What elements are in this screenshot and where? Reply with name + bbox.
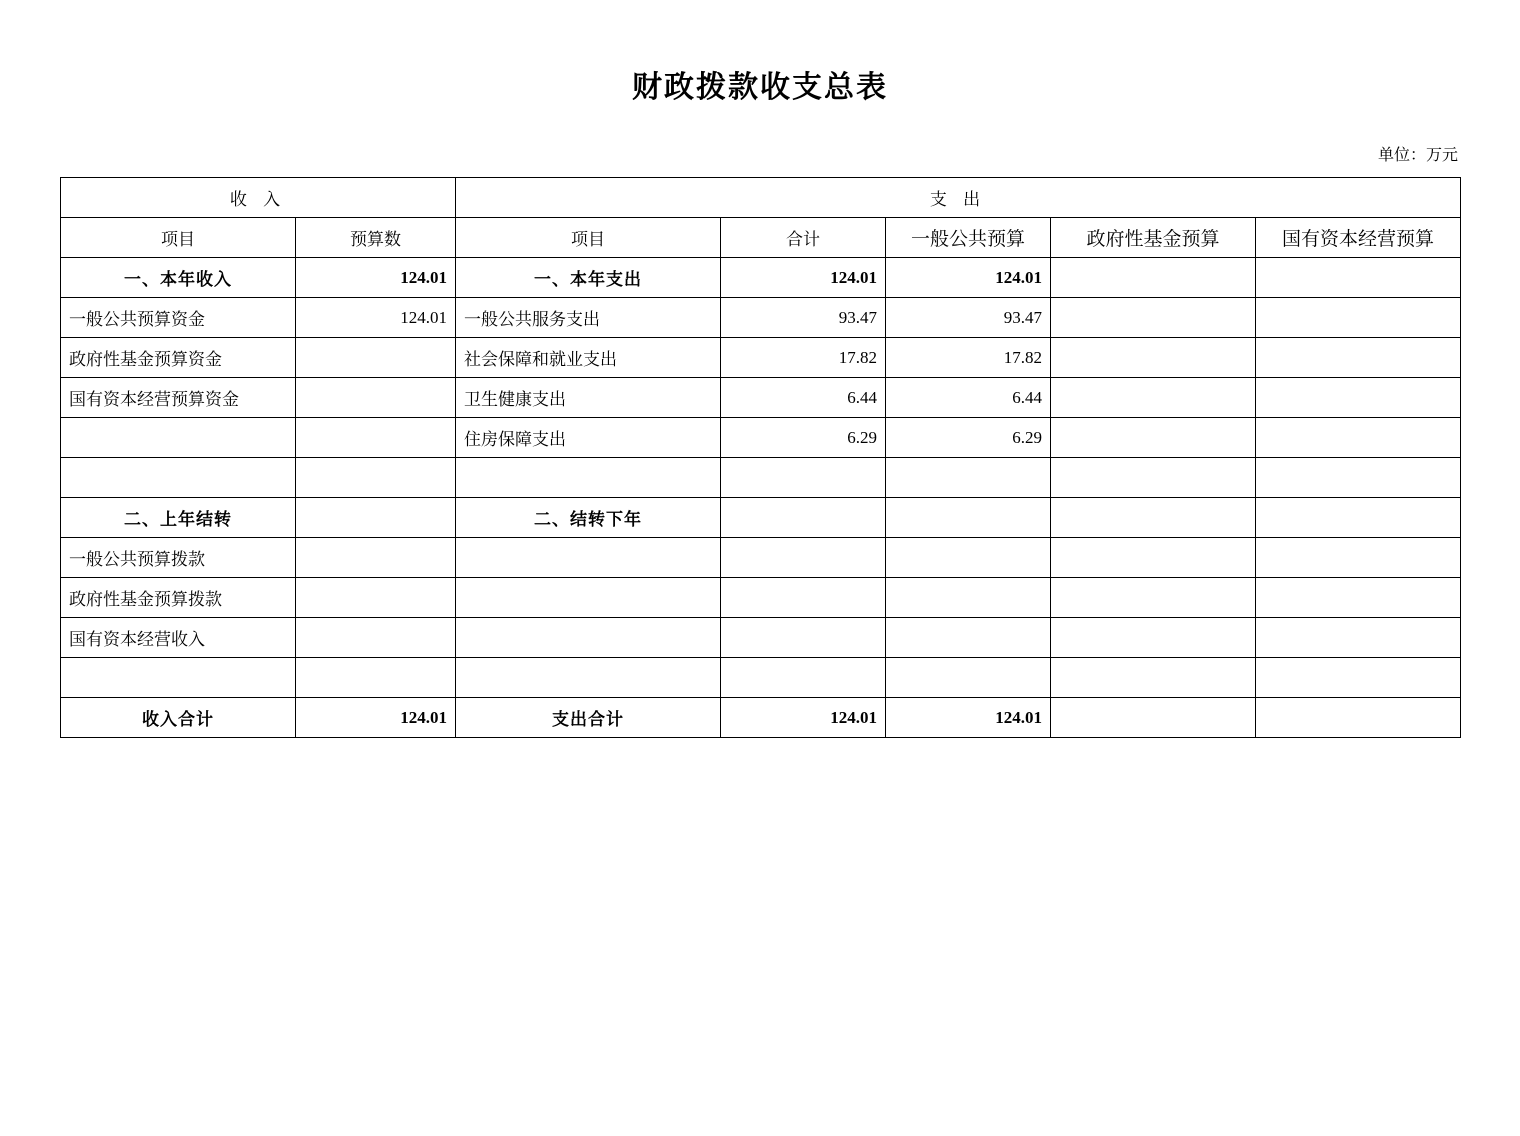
cell-exp-state-capital <box>1256 378 1461 418</box>
cell-exp-gov-fund <box>1051 258 1256 298</box>
cell-income-budget <box>296 578 456 618</box>
cell-income-item: 一、本年收入 <box>61 258 296 298</box>
cell-exp-general-public <box>886 578 1051 618</box>
cell-exp-item: 住房保障支出 <box>456 418 721 458</box>
cell-income-budget <box>296 658 456 698</box>
cell-exp-general-public <box>886 538 1051 578</box>
table-row <box>61 458 1461 498</box>
cell-income-item <box>61 458 296 498</box>
cell-exp-item: 二、结转下年 <box>456 498 721 538</box>
cell-exp-item <box>456 578 721 618</box>
cell-exp-state-capital <box>1256 258 1461 298</box>
cell-exp-state-capital <box>1256 418 1461 458</box>
table-row <box>61 578 1461 618</box>
cell-exp-general-public: 6.44 <box>886 378 1051 418</box>
cell-exp-total: 6.29 <box>721 418 886 458</box>
cell-exp-state-capital <box>1256 578 1461 618</box>
cell-income-budget <box>296 338 456 378</box>
cell-exp-state-capital <box>1256 618 1461 658</box>
cell-exp-gov-fund <box>1051 618 1256 658</box>
cell-exp-item <box>456 658 721 698</box>
header-exp-general-public: 一般公共预算 <box>886 218 1051 258</box>
cell-exp-gov-fund <box>1051 458 1256 498</box>
cell-exp-item: 一、本年支出 <box>456 258 721 298</box>
header-exp-item: 项目 <box>456 218 721 258</box>
cell-income-item: 一般公共预算资金 <box>61 298 296 338</box>
group-header-row <box>61 178 1461 218</box>
cell-exp-state-capital <box>1256 298 1461 338</box>
cell-income-budget <box>296 618 456 658</box>
cell-exp-gov-fund <box>1051 378 1256 418</box>
cell-exp-general-public <box>886 618 1051 658</box>
cell-exp-state-capital <box>1256 498 1461 538</box>
cell-exp-item <box>456 458 721 498</box>
cell-exp-total: 124.01 <box>721 258 886 298</box>
cell-exp-total: 6.44 <box>721 378 886 418</box>
cell-income-item: 国有资本经营预算资金 <box>61 378 296 418</box>
header-exp-gov-fund: 政府性基金预算 <box>1051 218 1256 258</box>
cell-income-item: 国有资本经营收入 <box>61 618 296 658</box>
table-row <box>61 378 1461 418</box>
cell-exp-total <box>721 458 886 498</box>
cell-exp-total: 124.01 <box>721 698 886 738</box>
page-title: 财政拨款收支总表 <box>632 71 888 104</box>
cell-exp-state-capital <box>1256 658 1461 698</box>
cell-exp-general-public <box>886 658 1051 698</box>
column-header-row <box>61 218 1461 258</box>
cell-exp-total <box>721 578 886 618</box>
cell-exp-gov-fund <box>1051 338 1256 378</box>
cell-exp-item: 卫生健康支出 <box>456 378 721 418</box>
cell-income-item <box>61 418 296 458</box>
table-row <box>61 418 1461 458</box>
cell-exp-gov-fund <box>1051 538 1256 578</box>
cell-exp-total <box>721 618 886 658</box>
unit-note: 单位：万元 <box>1377 147 1458 164</box>
table-row <box>61 498 1461 538</box>
header-exp-state-capital: 国有资本经营预算 <box>1256 218 1461 258</box>
header-exp-total: 合计 <box>721 218 886 258</box>
table-row-total <box>61 698 1461 738</box>
cell-exp-total: 17.82 <box>721 338 886 378</box>
cell-exp-state-capital <box>1256 698 1461 738</box>
cell-exp-general-public: 6.29 <box>886 418 1051 458</box>
cell-exp-state-capital <box>1256 538 1461 578</box>
table-row <box>61 338 1461 378</box>
cell-exp-state-capital <box>1256 338 1461 378</box>
cell-exp-gov-fund <box>1051 498 1256 538</box>
cell-exp-general-public: 93.47 <box>886 298 1051 338</box>
financial-appropriation-table <box>60 177 1461 738</box>
cell-exp-gov-fund <box>1051 658 1256 698</box>
cell-income-item: 收入合计 <box>61 698 296 738</box>
cell-income-item: 一般公共预算拨款 <box>61 538 296 578</box>
cell-income-budget <box>296 378 456 418</box>
group-header-expenditure: 支 出 <box>456 178 1461 218</box>
cell-exp-item <box>456 538 721 578</box>
cell-exp-item: 一般公共服务支出 <box>456 298 721 338</box>
cell-income-item: 政府性基金预算拨款 <box>61 578 296 618</box>
cell-exp-general-public <box>886 458 1051 498</box>
cell-exp-total <box>721 498 886 538</box>
table-row <box>61 258 1461 298</box>
cell-exp-gov-fund <box>1051 698 1256 738</box>
cell-income-budget: 124.01 <box>296 698 456 738</box>
table-row <box>61 298 1461 338</box>
cell-income-budget: 124.01 <box>296 298 456 338</box>
cell-income-item <box>61 658 296 698</box>
cell-income-item: 政府性基金预算资金 <box>61 338 296 378</box>
cell-exp-general-public: 124.01 <box>886 698 1051 738</box>
cell-income-budget <box>296 498 456 538</box>
cell-exp-item <box>456 618 721 658</box>
cell-exp-item: 社会保障和就业支出 <box>456 338 721 378</box>
cell-income-item: 二、上年结转 <box>61 498 296 538</box>
cell-exp-total <box>721 538 886 578</box>
group-header-income: 收 入 <box>61 178 456 218</box>
cell-exp-general-public: 17.82 <box>886 338 1051 378</box>
cell-exp-total <box>721 658 886 698</box>
cell-exp-general-public <box>886 498 1051 538</box>
table-body <box>61 178 1461 738</box>
cell-exp-gov-fund <box>1051 418 1256 458</box>
header-income-budget: 预算数 <box>296 218 456 258</box>
cell-income-budget <box>296 538 456 578</box>
document-page <box>0 62 1520 1136</box>
header-income-item: 项目 <box>61 218 296 258</box>
cell-exp-state-capital <box>1256 458 1461 498</box>
cell-exp-total: 93.47 <box>721 298 886 338</box>
table-row <box>61 658 1461 698</box>
table-row <box>61 538 1461 578</box>
cell-income-budget: 124.01 <box>296 258 456 298</box>
cell-income-budget <box>296 418 456 458</box>
budget-table-container <box>0 177 1520 738</box>
cell-exp-gov-fund <box>1051 298 1256 338</box>
cell-exp-item: 支出合计 <box>456 698 721 738</box>
cell-income-budget <box>296 458 456 498</box>
cell-exp-general-public: 124.01 <box>886 258 1051 298</box>
cell-exp-gov-fund <box>1051 578 1256 618</box>
table-row <box>61 618 1461 658</box>
